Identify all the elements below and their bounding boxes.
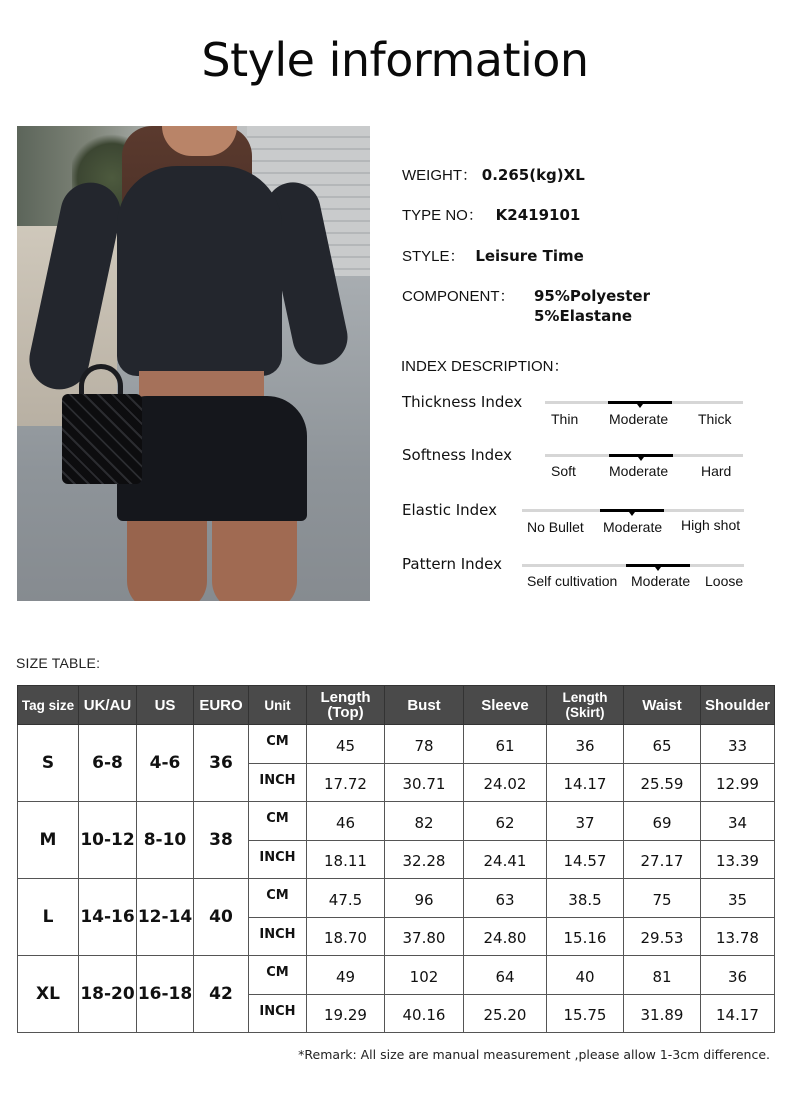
cell-uk-au: 10-12 bbox=[79, 802, 137, 879]
cell-unit: CM bbox=[249, 956, 307, 995]
pattern-option-loose: Loose bbox=[705, 573, 744, 589]
softness-marker-icon bbox=[638, 457, 644, 461]
photo-model-leg-left bbox=[127, 511, 207, 601]
cell-bust: 82 bbox=[385, 802, 464, 841]
weight-value: 0.265(kg)XL bbox=[481, 166, 585, 184]
elastic-option-high-shot: High shot bbox=[681, 517, 741, 533]
cell-waist: 65 bbox=[624, 725, 701, 764]
page-title: Style information bbox=[201, 33, 589, 87]
cell-tag-size: S bbox=[18, 725, 79, 802]
cell-bust: 30.71 bbox=[385, 763, 464, 802]
cell-shoulder: 33 bbox=[701, 725, 775, 764]
elastic-option-moderate: Moderate bbox=[603, 519, 663, 535]
cell-us: 12-14 bbox=[137, 879, 194, 956]
table-row-xl-cm bbox=[18, 956, 775, 995]
col-euro: EURO bbox=[194, 686, 249, 725]
cell-length-skirt: 15.75 bbox=[547, 994, 624, 1033]
thickness-marker-icon bbox=[637, 404, 643, 408]
table-row-l-cm bbox=[18, 879, 775, 918]
weight-row bbox=[402, 165, 585, 186]
cell-unit: CM bbox=[249, 879, 307, 918]
size-table-header bbox=[18, 686, 775, 725]
col-unit: Unit bbox=[249, 686, 307, 725]
elastic-option-no-bullet: No Bullet bbox=[527, 519, 584, 535]
cell-shoulder: 35 bbox=[701, 879, 775, 918]
cell-sleeve: 24.41 bbox=[464, 840, 547, 879]
cell-waist: 69 bbox=[624, 802, 701, 841]
style-label: STYLE： bbox=[402, 248, 465, 265]
photo-model-leg-right bbox=[212, 511, 297, 601]
cell-length-skirt: 38.5 bbox=[547, 879, 624, 918]
cell-bust: 32.28 bbox=[385, 840, 464, 879]
cell-waist: 31.89 bbox=[624, 994, 701, 1033]
cell-unit: INCH bbox=[249, 994, 307, 1033]
thickness-index-label: Thickness Index bbox=[402, 393, 523, 411]
cell-shoulder: 13.78 bbox=[701, 917, 775, 956]
col-length-skirt bbox=[547, 686, 624, 725]
elastic-marker-icon bbox=[629, 512, 635, 516]
col-waist: Waist bbox=[624, 686, 701, 725]
col-length-skirt-line1: Length bbox=[562, 690, 608, 705]
style-value: Leisure Time bbox=[475, 247, 584, 265]
cell-unit: INCH bbox=[249, 840, 307, 879]
size-table-label: SIZE TABLE: bbox=[16, 655, 101, 671]
index-description-title: INDEX DESCRIPTION： bbox=[401, 358, 569, 375]
cell-shoulder: 34 bbox=[701, 802, 775, 841]
cell-length-top: 45 bbox=[307, 725, 385, 764]
thickness-option-moderate: Moderate bbox=[609, 411, 669, 427]
cell-euro: 40 bbox=[194, 879, 249, 956]
cell-waist: 75 bbox=[624, 879, 701, 918]
cell-length-top: 46 bbox=[307, 802, 385, 841]
cell-sleeve: 24.80 bbox=[464, 917, 547, 956]
cell-uk-au: 18-20 bbox=[79, 956, 137, 1033]
cell-euro: 38 bbox=[194, 802, 249, 879]
style-row bbox=[402, 246, 584, 267]
elastic-index-label: Elastic Index bbox=[402, 501, 498, 519]
col-us: US bbox=[137, 686, 194, 725]
col-uk-au: UK/AU bbox=[79, 686, 137, 725]
cell-waist: 81 bbox=[624, 956, 701, 995]
softness-index-selected-bar bbox=[609, 454, 673, 457]
cell-sleeve: 61 bbox=[464, 725, 547, 764]
cell-length-skirt: 15.16 bbox=[547, 917, 624, 956]
cell-us: 8-10 bbox=[137, 802, 194, 879]
cell-bust: 96 bbox=[385, 879, 464, 918]
cell-us: 16-18 bbox=[137, 956, 194, 1033]
type-no-row bbox=[402, 205, 580, 226]
pattern-option-self-cultivation: Self cultivation bbox=[527, 573, 618, 589]
cell-length-top: 19.29 bbox=[307, 994, 385, 1033]
cell-shoulder: 36 bbox=[701, 956, 775, 995]
cell-length-skirt: 14.17 bbox=[547, 763, 624, 802]
cell-tag-size: M bbox=[18, 802, 79, 879]
cell-sleeve: 62 bbox=[464, 802, 547, 841]
cell-bust: 78 bbox=[385, 725, 464, 764]
col-shoulder: Shoulder bbox=[701, 686, 775, 725]
component-value-2: 5%Elastane bbox=[534, 307, 633, 325]
col-length-top bbox=[307, 686, 385, 725]
thickness-option-thick: Thick bbox=[698, 411, 732, 427]
cell-length-top: 17.72 bbox=[307, 763, 385, 802]
col-bust: Bust bbox=[385, 686, 464, 725]
photo-mini-skirt bbox=[117, 396, 307, 521]
pattern-index-label: Pattern Index bbox=[402, 555, 503, 573]
cell-length-top: 18.11 bbox=[307, 840, 385, 879]
cell-euro: 42 bbox=[194, 956, 249, 1033]
cell-waist: 27.17 bbox=[624, 840, 701, 879]
cell-shoulder: 14.17 bbox=[701, 994, 775, 1033]
weight-label: WEIGHT： bbox=[402, 167, 477, 184]
col-sleeve: Sleeve bbox=[464, 686, 547, 725]
table-row-m-cm bbox=[18, 802, 775, 841]
cell-length-top: 18.70 bbox=[307, 917, 385, 956]
col-length-skirt-line2: (Skirt) bbox=[565, 705, 605, 720]
cell-shoulder: 12.99 bbox=[701, 763, 775, 802]
col-length-top-line2: (Top) bbox=[327, 704, 364, 721]
cell-bust: 37.80 bbox=[385, 917, 464, 956]
component-label: COMPONENT： bbox=[402, 288, 515, 305]
softness-index-label: Softness Index bbox=[402, 446, 513, 464]
cell-uk-au: 14-16 bbox=[79, 879, 137, 956]
cell-waist: 29.53 bbox=[624, 917, 701, 956]
cell-unit: INCH bbox=[249, 763, 307, 802]
cell-length-skirt: 14.57 bbox=[547, 840, 624, 879]
photo-crop-top bbox=[117, 166, 282, 376]
elastic-index-selected-bar bbox=[600, 509, 664, 512]
photo-handbag bbox=[62, 394, 142, 484]
cell-uk-au: 6-8 bbox=[79, 725, 137, 802]
cell-unit: CM bbox=[249, 725, 307, 764]
cell-sleeve: 64 bbox=[464, 956, 547, 995]
cell-bust: 40.16 bbox=[385, 994, 464, 1033]
pattern-index-selected-bar bbox=[626, 564, 690, 567]
type-no-label: TYPE NO： bbox=[402, 207, 483, 224]
cell-shoulder: 13.39 bbox=[701, 840, 775, 879]
product-photo bbox=[17, 126, 370, 601]
col-tag-size: Tag size bbox=[18, 686, 79, 725]
cell-sleeve: 63 bbox=[464, 879, 547, 918]
cell-length-top: 49 bbox=[307, 956, 385, 995]
col-length-top-line1: Length bbox=[320, 689, 371, 706]
cell-length-skirt: 36 bbox=[547, 725, 624, 764]
cell-length-skirt: 40 bbox=[547, 956, 624, 995]
cell-us: 4-6 bbox=[137, 725, 194, 802]
table-row-s-cm bbox=[18, 725, 775, 764]
pattern-marker-icon bbox=[655, 567, 661, 571]
cell-tag-size: L bbox=[18, 879, 79, 956]
cell-tag-size: XL bbox=[18, 956, 79, 1033]
component-value-1: 95%Polyester bbox=[534, 287, 650, 305]
size-table bbox=[17, 685, 775, 1033]
cell-unit: INCH bbox=[249, 917, 307, 956]
component-values bbox=[534, 286, 650, 326]
pattern-option-moderate: Moderate bbox=[631, 573, 691, 589]
cell-sleeve: 25.20 bbox=[464, 994, 547, 1033]
type-no-value: K2419101 bbox=[495, 206, 581, 224]
cell-length-top: 47.5 bbox=[307, 879, 385, 918]
cell-length-skirt: 37 bbox=[547, 802, 624, 841]
softness-option-soft: Soft bbox=[551, 463, 576, 479]
cell-waist: 25.59 bbox=[624, 763, 701, 802]
softness-option-hard: Hard bbox=[701, 463, 732, 479]
thickness-index-selected-bar bbox=[608, 401, 672, 404]
component-row bbox=[402, 286, 515, 307]
remark-note: *Remark: All size are manual measurement ,please allow 1-3cm difference. bbox=[298, 1047, 770, 1062]
cell-unit: CM bbox=[249, 802, 307, 841]
thickness-option-thin: Thin bbox=[551, 411, 579, 427]
cell-sleeve: 24.02 bbox=[464, 763, 547, 802]
softness-option-moderate: Moderate bbox=[609, 463, 669, 479]
cell-bust: 102 bbox=[385, 956, 464, 995]
cell-euro: 36 bbox=[194, 725, 249, 802]
